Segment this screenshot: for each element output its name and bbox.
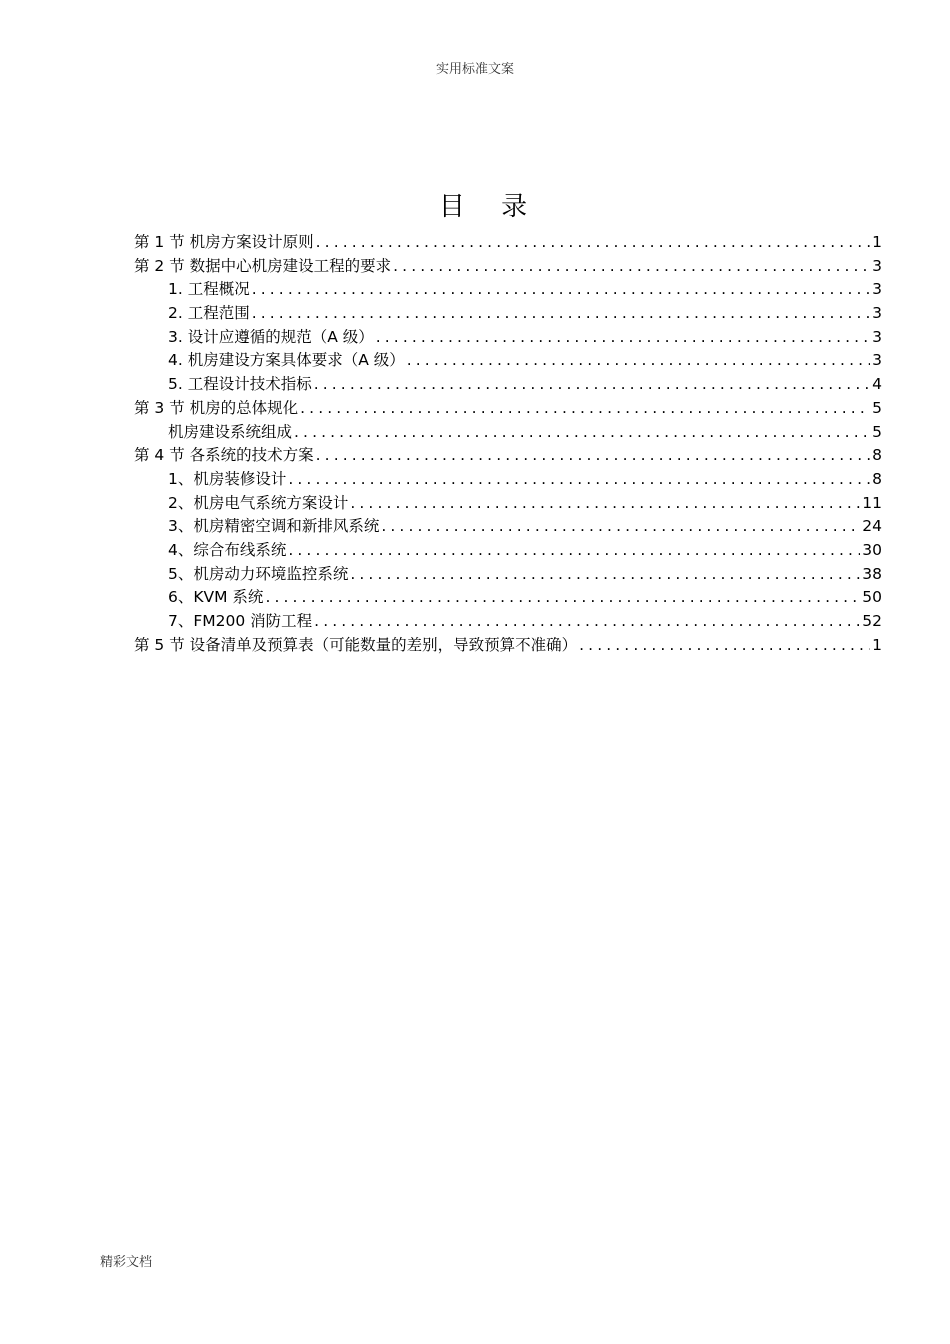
toc-entry[interactable] <box>134 396 882 420</box>
toc-entry[interactable] <box>134 609 882 633</box>
toc-entry-page: 3 <box>872 351 882 370</box>
toc-entry-label: 6、KVM 系统 <box>168 588 264 607</box>
toc-entry-label: 1、机房装修设计 <box>168 469 287 488</box>
page-header: 实用标准文案 <box>435 62 514 77</box>
toc-entry[interactable] <box>134 372 882 396</box>
toc-entry-page: 5 <box>872 422 882 441</box>
toc-entry-page: 3 <box>872 327 882 346</box>
toc-leader-dots <box>579 636 870 654</box>
toc-leader-dots <box>252 304 870 322</box>
toc-leader-dots <box>407 351 870 369</box>
toc-leader-dots <box>381 517 860 535</box>
toc-entry-page: 5 <box>872 398 882 417</box>
toc-leader-dots <box>350 565 860 583</box>
toc-entry-page: 24 <box>862 517 882 536</box>
toc-leader-dots <box>393 257 870 275</box>
toc-entry[interactable] <box>134 514 882 538</box>
toc-entry[interactable] <box>134 538 882 562</box>
toc-entry-page: 50 <box>862 588 882 607</box>
toc-entry[interactable] <box>134 633 882 657</box>
toc-entry-label: 5、机房动力环境监控系统 <box>168 564 349 583</box>
toc-entry[interactable] <box>134 230 882 254</box>
toc-entry-label: 第 3 节 机房的总体规化 <box>134 398 299 417</box>
toc-entry[interactable] <box>134 348 882 372</box>
toc-entry[interactable] <box>134 277 882 301</box>
toc-entry-label: 7、FM200 消防工程 <box>168 612 313 630</box>
toc-entry-label: 3. 设计应遵循的规范（A 级） <box>168 327 374 346</box>
toc-entry-label: 5. 工程设计技术指标 <box>168 375 312 394</box>
toc-entry[interactable] <box>134 443 882 467</box>
toc-entry[interactable] <box>134 491 882 515</box>
toc-entry-page: 52 <box>862 612 882 630</box>
toc-entry-label: 第 2 节 数据中心机房建设工程的要求 <box>134 256 392 275</box>
toc-entry-label: 4、综合布线系统 <box>168 540 287 559</box>
toc-leader-dots <box>252 280 870 298</box>
toc-leader-dots <box>314 612 860 630</box>
toc-entry-label: 4. 机房建设方案具体要求（A 级） <box>168 351 405 370</box>
toc-entry[interactable] <box>134 325 882 349</box>
toc-entry-page: 11 <box>862 493 882 512</box>
toc-entry[interactable] <box>134 467 882 491</box>
toc-entry-page: 3 <box>872 304 882 323</box>
toc-entry-page: 8 <box>872 469 882 488</box>
toc-entry[interactable] <box>134 420 882 444</box>
toc-entry-page: 8 <box>872 446 882 465</box>
toc-entry[interactable] <box>134 301 882 325</box>
toc-leader-dots <box>316 446 870 464</box>
toc-entry-page: 3 <box>872 256 882 275</box>
toc-leader-dots <box>300 399 870 417</box>
toc-entry-page: 4 <box>872 375 882 394</box>
toc-leader-dots <box>350 494 860 512</box>
toc-entry-label: 第 5 节 设备清单及预算表（可能数量的差别，导致预算不准确） <box>134 635 578 654</box>
toc-title: 目 录 <box>438 192 542 222</box>
toc-entry-label: 机房建设系统组成 <box>168 422 293 441</box>
toc-entry-page: 1 <box>872 233 882 251</box>
toc-entry-page: 3 <box>872 280 882 299</box>
toc-entry[interactable] <box>134 585 882 609</box>
toc-entry-label: 2. 工程范围 <box>168 304 250 323</box>
toc-entry-label: 2、机房电气系统方案设计 <box>168 493 349 512</box>
toc-leader-dots <box>288 470 870 488</box>
toc-entry-page: 30 <box>862 540 882 559</box>
toc-entry-label: 第 4 节 各系统的技术方案 <box>134 446 314 465</box>
table-of-contents <box>134 230 882 656</box>
toc-leader-dots <box>288 541 860 559</box>
toc-leader-dots <box>376 328 870 346</box>
toc-leader-dots <box>294 423 870 441</box>
toc-entry-page: 1 <box>872 635 882 654</box>
toc-entry-page: 38 <box>862 564 882 583</box>
toc-leader-dots <box>265 588 860 606</box>
toc-entry-label: 3、机房精密空调和新排风系统 <box>168 517 380 536</box>
toc-leader-dots <box>316 233 870 251</box>
toc-leader-dots <box>314 375 870 393</box>
page-footer: 精彩文档 <box>100 1255 153 1270</box>
toc-entry-label: 1. 工程概况 <box>168 280 250 299</box>
toc-entry[interactable] <box>134 562 882 586</box>
toc-entry-label: 第 1 节 机房方案设计原则 <box>134 233 314 251</box>
toc-entry[interactable] <box>134 254 882 278</box>
